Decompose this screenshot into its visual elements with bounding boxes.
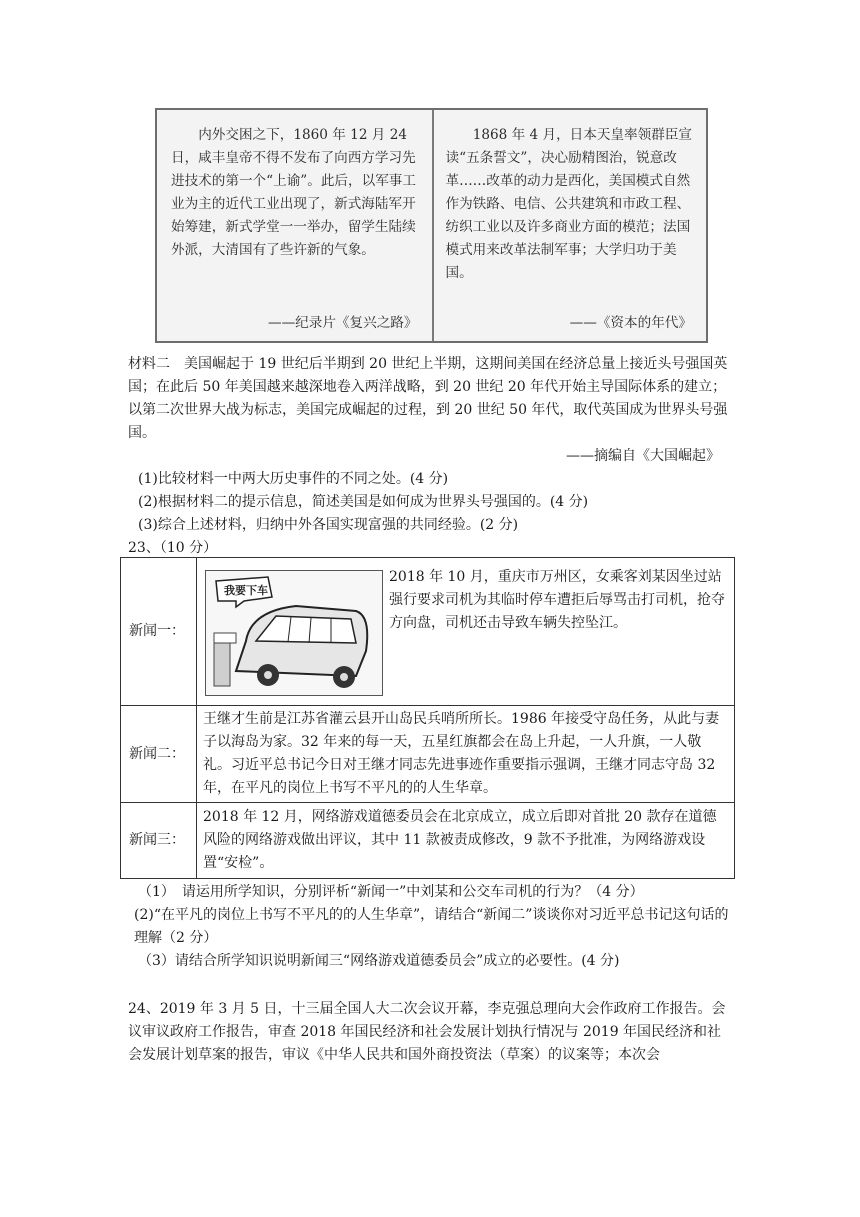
question-23-heading: 23、（10 分） xyxy=(128,540,218,556)
material-two-text: 材料二 美国崛起于 19 世纪后半期到 20 世纪上半期，这期间美国在经济总量上接近头号强国英国；在此后 50 年美国越来越深地卷入两洋战略，到 20 世纪 20 年代开始主导国际体系的建立；以第二次世界大战为标志，美国完成崛起的过程，到 20 世纪 50 年代，取代英国成为世界头号强国。 xyxy=(128,356,728,441)
news-row-3 xyxy=(121,803,735,879)
material-two-source: ——摘编自《大国崛起》 xyxy=(566,448,720,464)
question-22-3: (3)综合上述材料，归纳中外各国实现富强的共同经验。(2 分) xyxy=(138,517,519,533)
cartoon-speech-text: 我要下车 xyxy=(224,583,268,597)
news-2-label: 新闻二： xyxy=(121,706,197,803)
material-one-scan xyxy=(155,108,708,343)
material-two xyxy=(128,353,734,468)
questions-22 xyxy=(128,468,734,537)
question-24-text: 24、2019 年 3 月 5 日，十三届全国人大二次会议开幕，李克强总理向大会作政府工作报告。会议审议政府工作报告，审查 2018 年国民经济和社会发展计划执行情况与 2019 年国民经济和社会发展计划草案的报告，审议《中华人民共和国外商投资法（草案）的议案等；本次会 xyxy=(128,1001,726,1063)
material-one-right xyxy=(432,110,707,341)
question-22-2: (2)根据材料二的提示信息，简述美国是如何成为世界头号强国的。(4 分) xyxy=(138,494,589,510)
news-table xyxy=(120,557,735,879)
news-row-2 xyxy=(121,706,735,803)
news-row-1 xyxy=(121,558,735,706)
question-24 xyxy=(128,998,734,1067)
material-one-left xyxy=(157,110,432,341)
news-1-cell xyxy=(197,558,735,706)
bus-cartoon-image xyxy=(205,570,383,696)
news-3-label: 新闻三： xyxy=(121,803,197,879)
news-3-text: 2018 年 12 月，网络游戏道德委员会在北京成立，成立后即对首批 20 款存在道德风险的网络游戏做出评议，其中 11 款被责成修改，9 款不予批准，为网络游戏设置“安检”。 xyxy=(197,803,735,879)
question-23-2: (2)“在平凡的岗位上书写不平凡的的人生华章”，请结合“新闻二”谈谈你对习近平总书记这句话的理解（2 分） xyxy=(134,907,729,946)
question-22-1: (1)比较材料一中两大历史事件的不同之处。(4 分) xyxy=(138,471,449,487)
news-1-text: 2018 年 10 月，重庆市万州区，女乘客刘某因坐过站强行要求司机为其临时停车遭拒后辱骂击打司机，抢夺方向盘，司机还击导致车辆失控坠江。 xyxy=(389,568,725,631)
question-23-1: （1） 请运用所学知识，分别评析“新闻一”中刘某和公交车司机的行为？（4 分） xyxy=(138,884,644,900)
material-one-left-source: ——纪录片《复兴之路》 xyxy=(267,315,418,331)
questions-23 xyxy=(128,881,734,973)
material-one-left-text: 内外交困之下，1860 年 12 月 24 日，咸丰皇帝不得不发布了向西方学习先进技术的第一个“上谕”。此后，以军事工业为主的近代工业出现了，新式海陆军开始筹建，新式学堂一一举办，留学生陆续外派，大清国有了些许新的气象。 xyxy=(171,127,416,258)
material-one-right-source: ——《资本的年代》 xyxy=(569,315,692,331)
question-23-3: （3）请结合所学知识说明新闻三“网络游戏道德委员会”成立的必要性。(4 分) xyxy=(138,953,620,969)
news-2-text: 王继才生前是江苏省灌云县开山岛民兵哨所所长。1986 年接受守岛任务，从此与妻子以海岛为家。32 年来的每一天，五星红旗都会在岛上升起，一人升旗，一人敬礼。习近平总书记今日对王继才同志先进事迹作重要指示强调，王继才同志守岛 32 年，在平凡的岗位上书写不平凡的的人生华章。 xyxy=(197,706,735,803)
material-one-right-text: 1868 年 4 月，日本天皇率领群臣宣读“五条誓文”，决心励精图治，锐意改革……改革的动力是西化，美国模式自然作为铁路、电信、公共建筑和市政工程、纺织工业以及许多商业方面的模范；法国模式用来改革法制军事；大学归功于美国。 xyxy=(445,127,693,281)
news-1-label: 新闻一： xyxy=(121,558,197,706)
